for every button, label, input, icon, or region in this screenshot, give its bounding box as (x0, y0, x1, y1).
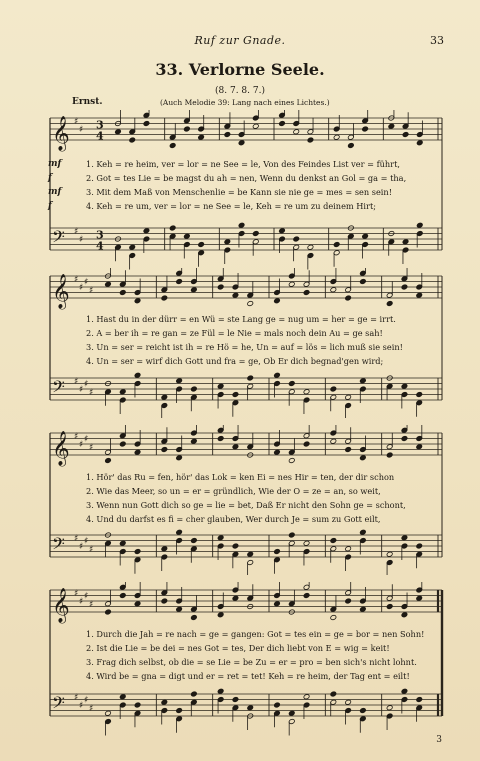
music-system-3 (48, 425, 444, 575)
note-head (191, 538, 198, 544)
time-signature-numerator: 3 (96, 228, 104, 242)
note-head (191, 287, 198, 293)
note-head (191, 386, 198, 392)
note-head (416, 392, 423, 398)
hymn-title (0, 60, 480, 79)
note-head (247, 705, 254, 711)
lyric-line: 4. Un = ser = wirf dich Gott und fra = ge, Ob Er dich begnad'gen wird; (86, 356, 384, 366)
note-head (416, 140, 423, 146)
note-head (119, 441, 126, 447)
treble-clef-icon: 𝄞 (52, 431, 70, 466)
dynamic-marking: mf (48, 159, 62, 169)
bass-clef-icon: 𝄢 (52, 692, 65, 717)
note-head (134, 298, 141, 304)
time-signature-denominator: 4 (96, 129, 104, 143)
note-head (176, 708, 183, 714)
note-head (303, 593, 310, 599)
sharp-icon: ♯ (74, 226, 79, 237)
note-head (134, 601, 141, 607)
sharp-icon: ♯ (84, 434, 89, 445)
note-head (274, 449, 281, 455)
sharp-icon: ♯ (89, 703, 94, 714)
alternate-melody-note: (Auch Melodie 39: Lang nach eines Lichtes.) (160, 98, 330, 107)
note-head (333, 134, 340, 140)
note-head (217, 436, 224, 442)
note-head (252, 231, 259, 237)
note-head (143, 121, 150, 127)
sharp-icon: ♯ (74, 588, 79, 599)
lyric-line: 1. Hör' das Ru = fen, hör' das Lok = ken Ei = nes Hir = ten, der dir schon (86, 472, 395, 482)
dynamic-marking: f (48, 201, 52, 211)
meter: (8. 7. 8. 7.) (215, 86, 265, 96)
note-head (401, 612, 408, 618)
note-head (105, 609, 112, 615)
note-head (184, 126, 191, 132)
note-head (274, 702, 281, 708)
note-head (119, 389, 126, 395)
note-head (345, 699, 352, 705)
lyric-line: 4. Wird be = gna = digt und er = ret = tet! Keh = re heim, der Tag ent = eilt! (86, 671, 410, 681)
note-head (169, 143, 176, 149)
note-head (330, 386, 337, 392)
note-head (119, 540, 126, 546)
sharp-icon: ♯ (89, 544, 94, 555)
note-head (345, 598, 352, 604)
note-head (388, 123, 395, 129)
lyric-line: 3. Wenn nun Gott dich so ge = lie = bet, Daß Er nicht den Sohn ge = schont, (86, 500, 406, 510)
sharp-icon: ♯ (89, 387, 94, 398)
note-head (288, 281, 295, 287)
lyric-line: 3. Mit dem Maß von Menschenlie = be Kann sie nie ge = mes = sen sein! (86, 187, 392, 197)
time-signature-denominator: 4 (96, 239, 104, 253)
note-head (224, 132, 231, 138)
sharp-icon: ♯ (84, 695, 89, 706)
lyric-line: 2. Ist die Lie = be dei = nes Got = tes, Der dich liebt von E = wig = keit! (86, 643, 390, 653)
note-head (198, 242, 205, 248)
sharp-icon: ♯ (79, 125, 84, 135)
note-head (279, 228, 286, 234)
note-head (232, 697, 239, 703)
lyric-line: 2. Wie das Meer, so un = er = gründlich, Wie der O = ze = an, so weit, (86, 486, 381, 496)
sharp-icon: ♯ (79, 283, 84, 293)
note-head (129, 137, 136, 143)
note-head (134, 372, 141, 378)
note-head (288, 381, 295, 387)
note-head (330, 615, 337, 621)
note-head (161, 546, 168, 552)
note-head (386, 301, 393, 307)
note-head (416, 292, 423, 298)
note-head (416, 697, 423, 703)
note-head (274, 601, 281, 607)
note-head (191, 691, 198, 697)
note-head (330, 691, 337, 697)
note-head (303, 290, 310, 296)
sharp-icon: ♯ (74, 431, 79, 442)
note-head (401, 436, 408, 442)
note-head (360, 606, 367, 612)
note-head (303, 540, 310, 546)
note-head (362, 233, 369, 239)
note-head (232, 292, 239, 298)
note-head (161, 295, 168, 301)
lyric-line: 4. Und du darfst es fi = cher glauben, Wer durch Je = sum zu Gott eilt, (86, 514, 381, 524)
sharp-icon: ♯ (89, 599, 94, 610)
note-head (386, 705, 393, 711)
sharp-icon: ♯ (79, 597, 84, 607)
sharp-icon: ♯ (89, 442, 94, 453)
note-head (333, 242, 340, 248)
bass-clef-icon: 𝄢 (52, 376, 65, 401)
note-head (143, 228, 150, 234)
treble-clef-icon: 𝄞 (52, 274, 70, 309)
note-head (232, 392, 239, 398)
note-head (232, 595, 239, 601)
note-head (217, 383, 224, 389)
hymn-name: Verlorne Seele. (188, 60, 325, 79)
time-signature-numerator: 3 (96, 118, 104, 132)
note-head (198, 134, 205, 140)
note-head (360, 378, 367, 384)
note-head (217, 535, 224, 541)
lyric-line: 3. Frag dich selbst, ob die = se Lie = be Zu = er = pro = ben sich's nicht lohnt. (86, 657, 417, 667)
page-number: 33 (430, 34, 444, 47)
note-head (119, 694, 126, 700)
note-head (330, 538, 337, 544)
note-head (115, 129, 122, 135)
sharp-icon: ♯ (74, 116, 79, 127)
sharp-icon: ♯ (74, 274, 79, 285)
note-head (134, 702, 141, 708)
note-head (360, 529, 367, 535)
note-head (247, 375, 254, 381)
note-head (274, 549, 281, 555)
sharp-icon: ♯ (84, 379, 89, 390)
note-head (176, 529, 183, 535)
bass-clef-icon: 𝄢 (52, 533, 65, 558)
dynamic-marking: f (48, 173, 52, 183)
signature-mark: 3 (436, 735, 442, 745)
note-head (105, 281, 112, 287)
note-head (288, 532, 295, 538)
note-head (176, 279, 183, 285)
note-head (238, 140, 245, 146)
note-head (416, 444, 423, 450)
note-head (274, 372, 281, 378)
note-head (386, 551, 393, 557)
tempo-marking: Ernst. (72, 97, 103, 107)
note-head (307, 137, 314, 143)
music-system-2 (48, 268, 444, 418)
note-head (224, 239, 231, 245)
note-head (402, 132, 409, 138)
note-head (288, 458, 295, 464)
note-head (345, 394, 352, 400)
note-head (129, 244, 136, 250)
note-head (217, 284, 224, 290)
lyric-line: 1. Hast du in der dürr = en Wü = ste Lang ge = nug um = her = ge = irrt. (86, 314, 396, 324)
running-head: Ruf zur Gnade. (194, 34, 286, 47)
note-head (252, 123, 259, 129)
note-head (247, 301, 254, 307)
sharp-icon: ♯ (79, 440, 84, 450)
music-system-1 (48, 110, 444, 270)
sharp-icon: ♯ (74, 692, 79, 703)
sharp-icon: ♯ (84, 536, 89, 547)
music-system-4 (48, 582, 444, 742)
note-head (247, 551, 254, 557)
note-head (386, 452, 393, 458)
sharp-icon: ♯ (84, 277, 89, 288)
dynamic-marking: mf (48, 187, 62, 197)
note-head (362, 126, 369, 132)
note-head (161, 598, 168, 604)
note-head (119, 593, 126, 599)
note-head (401, 383, 408, 389)
note-head (161, 447, 168, 453)
note-head (105, 710, 112, 716)
note-head (401, 284, 408, 290)
sharp-icon: ♯ (79, 542, 84, 552)
lyric-line: 1. Durch die Jah = re nach = ge = gangen: Got = tes ein = ge = bor = nen Sohn! (86, 629, 425, 639)
note-head (348, 143, 355, 149)
note-head (345, 295, 352, 301)
note-head (105, 458, 112, 464)
note-head (330, 287, 337, 293)
treble-clef-icon: 𝄞 (52, 588, 70, 623)
sharp-icon: ♯ (79, 235, 84, 245)
hymn-number: 33. (155, 60, 184, 79)
note-head (416, 543, 423, 549)
note-head (191, 438, 198, 444)
note-head (402, 239, 409, 245)
note-head (279, 121, 286, 127)
note-head (416, 595, 423, 601)
note-head (176, 606, 183, 612)
note-head (161, 394, 168, 400)
sharp-icon: ♯ (79, 385, 84, 395)
lyric-line: 4. Keh = re um, ver = lor = ne See = le, Keh = re um zu deinem Hirt; (86, 201, 377, 211)
treble-clef-icon: 𝄞 (52, 116, 70, 151)
lyric-line: 1. Keh = re heim, ver = lor = ne See = le, Von des Feindes List ver = führt, (86, 159, 400, 169)
note-head (303, 389, 310, 395)
note-head (416, 222, 423, 228)
note-head (232, 444, 239, 450)
note-head (217, 688, 224, 694)
note-head (360, 455, 367, 461)
note-head (184, 233, 191, 239)
note-head (330, 438, 337, 444)
note-head (176, 378, 183, 384)
note-head (161, 699, 168, 705)
note-head (293, 129, 300, 135)
note-head (232, 543, 239, 549)
sharp-icon: ♯ (74, 376, 79, 387)
note-head (303, 694, 310, 700)
note-head (288, 710, 295, 716)
note-head (134, 449, 141, 455)
note-head (401, 688, 408, 694)
note-head (217, 612, 224, 618)
note-head (191, 615, 198, 621)
note-head (238, 222, 245, 228)
note-head (293, 236, 300, 242)
lyric-line: 3. Un = ser = reicht ist ih = re Hö = he, Un = auf = lös = lich muß sie sein! (86, 342, 403, 352)
note-head (274, 298, 281, 304)
sharp-icon: ♯ (89, 285, 94, 296)
sharp-icon: ♯ (79, 701, 84, 711)
note-head (345, 546, 352, 552)
note-head (401, 535, 408, 541)
sharp-icon: ♯ (74, 533, 79, 544)
lyric-line: 2. Got = tes Lie = be magst du ah = nen, Wenn du denkst an Gol = ga = tha, (86, 173, 407, 183)
note-head (345, 447, 352, 453)
note-head (176, 455, 183, 461)
lyric-line: 2. A = ber ih = re gan = ze Fül = le Nie = mals noch dein Au = ge sah! (86, 328, 383, 338)
note-head (169, 225, 176, 231)
bass-clef-icon: 𝄢 (52, 226, 65, 251)
note-head (134, 549, 141, 555)
note-head (360, 279, 367, 285)
sharp-icon: ♯ (84, 591, 89, 602)
note-head (119, 290, 126, 296)
note-head (307, 244, 314, 250)
note-head (386, 604, 393, 610)
note-head (303, 441, 310, 447)
note-head (360, 708, 367, 714)
